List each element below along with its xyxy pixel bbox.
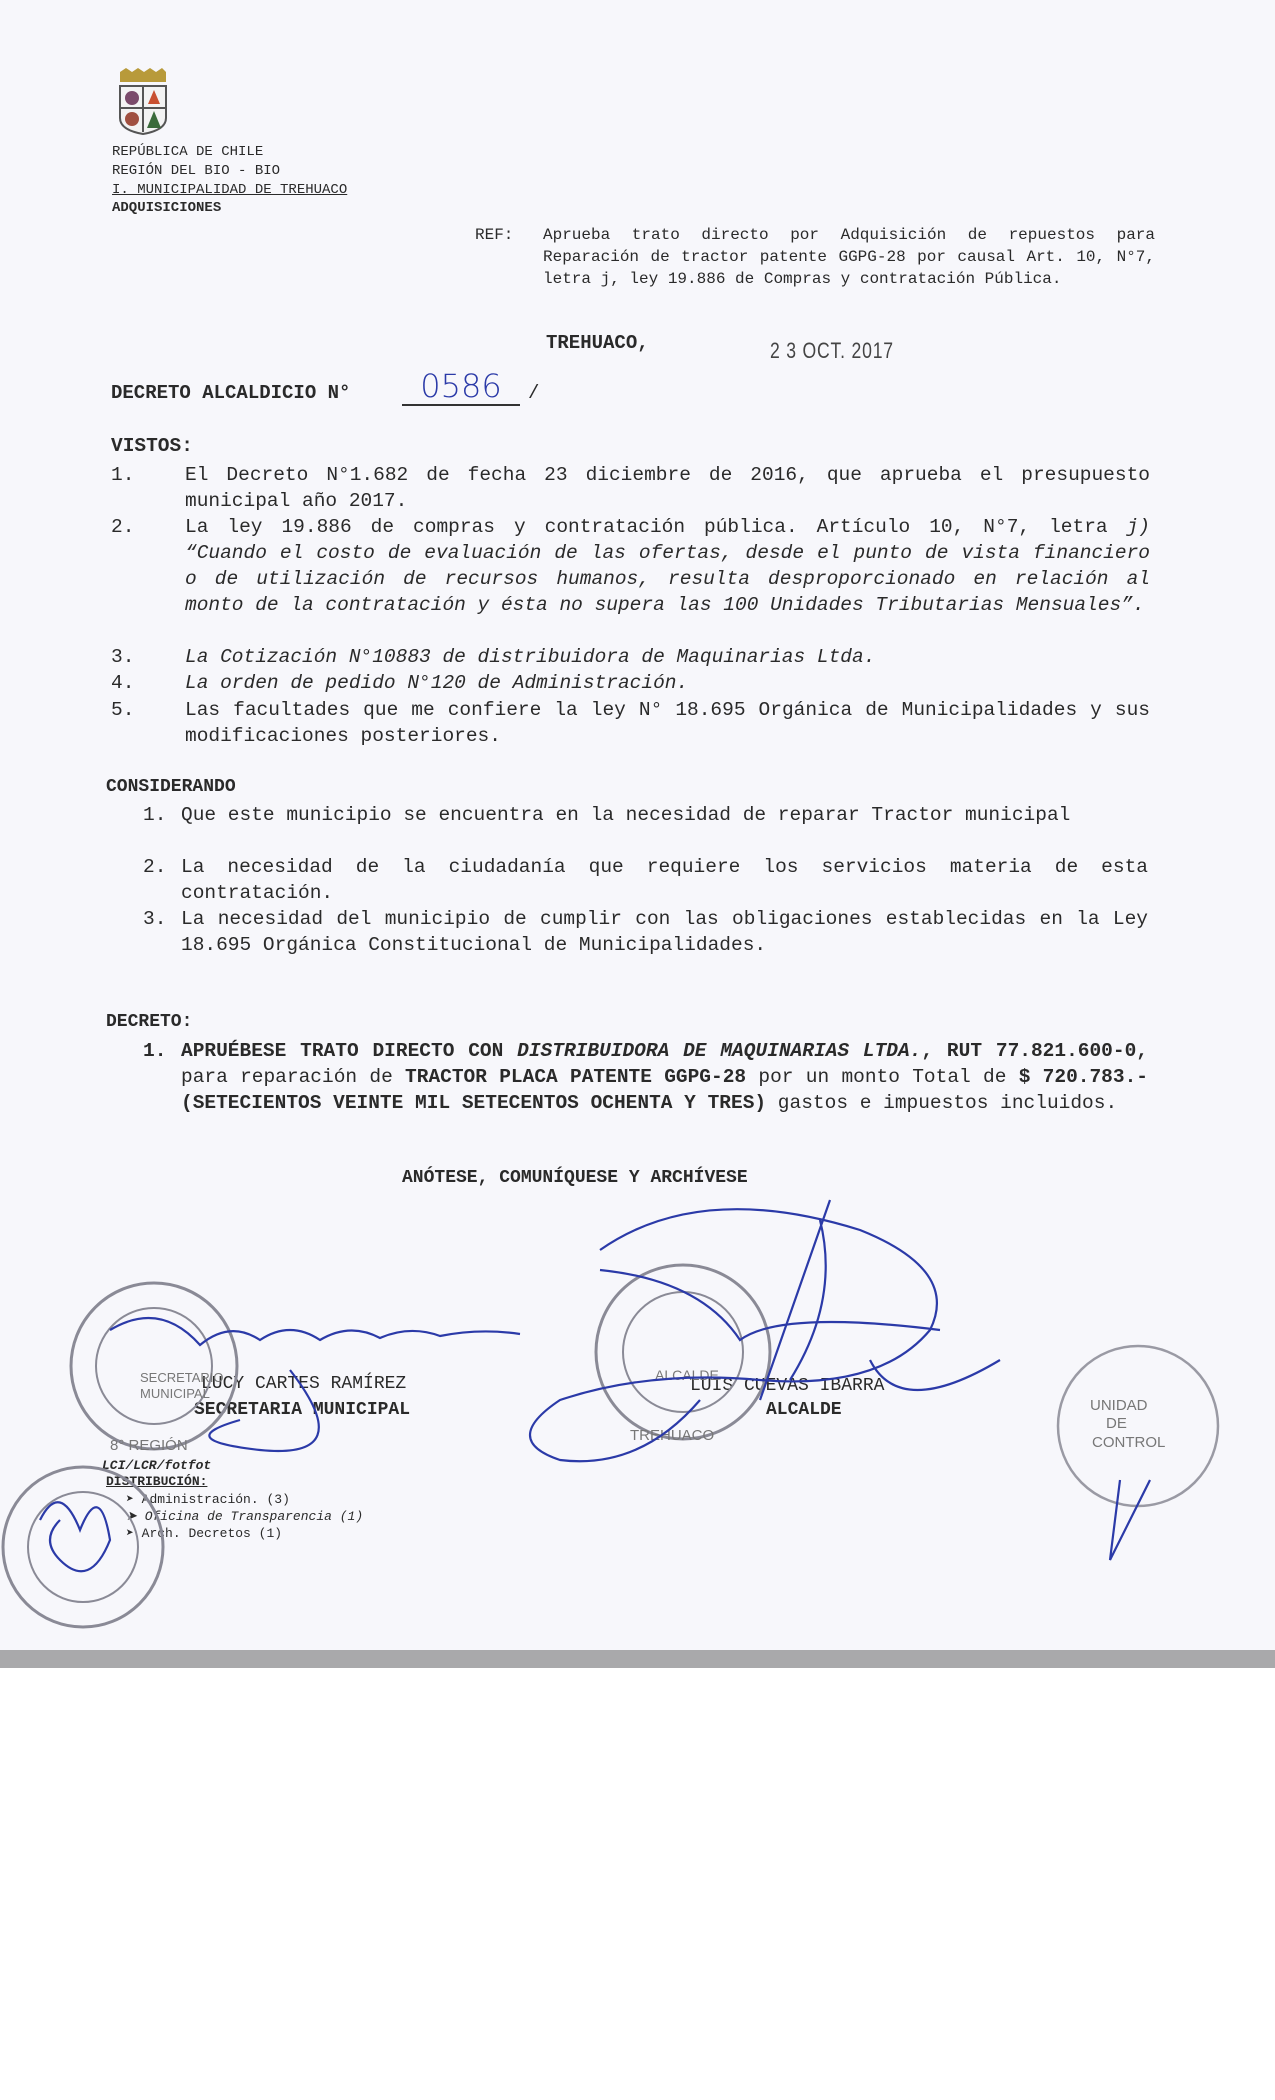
distribution-item	[126, 1492, 290, 1507]
considerando-num: 3.	[143, 908, 167, 930]
svg-text:DE: DE	[1106, 1415, 1127, 1432]
distribution-item-text: Arch. Decretos (1)	[141, 1526, 283, 1541]
scan-edge	[0, 1650, 1275, 1668]
vistos-item-text: La ley 19.886 de compras y contratación pública. Artículo 10, N°7, letra	[185, 516, 1108, 538]
considerando-item: Que este municipio se encuentra en la necesidad de reparar Tractor municipal	[181, 804, 1071, 826]
decreto-num: 1.	[143, 1040, 167, 1062]
vistos-num: 5.	[111, 699, 135, 721]
vistos-item	[185, 514, 1150, 618]
header-department: ADQUISICIONES	[112, 200, 222, 216]
vistos-title: VISTOS:	[111, 435, 193, 457]
decree-number-handwritten: 0586	[402, 368, 520, 406]
vistos-num: 4.	[111, 672, 135, 694]
vistos-item: El Decreto N°1.682 de fecha 23 diciembre de 2016, que aprueba el presupuesto municipal año 2017.	[185, 464, 1150, 512]
arrow-bullet-icon: ➤	[126, 1509, 145, 1524]
decreto-rut: , RUT 77.821.600-0,	[921, 1040, 1148, 1062]
considerando-item: La necesidad de la ciudadanía que requiere los servicios materia de esta contratación.	[181, 856, 1148, 904]
decree-label: DECRETO ALCALDICIO N°	[111, 382, 351, 404]
decreto-resolution	[181, 1038, 1148, 1116]
secretary-role: SECRETARIA MUNICIPAL	[194, 1400, 411, 1420]
ref-label: REF:	[475, 226, 514, 244]
decree-slash: /	[528, 382, 540, 404]
distribution-item	[126, 1526, 282, 1541]
svg-text:ALCALDE: ALCALDE	[655, 1367, 719, 1383]
date-stamp: 2 3 OCT. 2017	[770, 338, 894, 363]
vistos-item: La Cotización N°10883 de distribuidora de Maquinarias Ltda.	[185, 646, 876, 668]
header-municipality: I. MUNICIPALIDAD DE TREHUACO	[112, 182, 348, 198]
distribution-item-text: Oficina de Transparencia (1)	[144, 1509, 364, 1524]
closing-formula: ANÓTESE, COMUNÍQUESE Y ARCHÍVESE	[402, 1168, 748, 1188]
vistos-item: La orden de pedido N°120 de Administración.	[185, 672, 689, 694]
arrow-bullet-icon: ➤	[126, 1492, 142, 1507]
header-region: REGIÓN DEL BIO - BIO	[112, 163, 281, 179]
vistos-item-quote: j) “Cuando el costo de evaluación de las ofertas, desde el punto de vista financiero o de utilización de recursos humanos, resulta desproporcionado en relación al monto de la contratación y ésta no supera las 100 Unidades Tributarias Mensuales”.	[185, 516, 1150, 616]
decreto-supplier: DISTRIBUIDORA DE MAQUINARIAS LTDA.	[517, 1040, 922, 1062]
decreto-amount: $ 720.783.- (SETECIENTOS VEINTE MIL SETECENTOS OCHENTA Y TRES)	[181, 1066, 1148, 1114]
decreto-text: por un monto Total de	[746, 1066, 1019, 1088]
svg-text:8° REGIÓN: 8° REGIÓN	[110, 1437, 188, 1454]
svg-text:MUNICIPAL: MUNICIPAL	[140, 1386, 210, 1401]
mayor-role: ALCALDE	[766, 1400, 842, 1420]
decreto-vehicle: TRACTOR PLACA PATENTE GGPG-28	[405, 1066, 747, 1088]
distribution-item-text: Administración. (3)	[141, 1492, 290, 1507]
decreto-text: para reparación de	[181, 1066, 406, 1088]
vistos-item: Las facultades que me confiere la ley N° 18.695 Orgánica de Municipalidades y sus modificaciones posteriores.	[185, 699, 1150, 747]
distribution-item	[126, 1509, 363, 1524]
decreto-text: gastos e impuestos incluidos.	[766, 1092, 1118, 1114]
ref-text: Aprueba trato directo por Adquisición de repuestos para Reparación de tractor patente GGPG-28 por causal Art. 10, N°7, letra j, ley 19.886 de Compras y contratación Pública.	[543, 226, 1155, 288]
vistos-num: 2.	[111, 516, 135, 538]
arrow-bullet-icon: ➤	[126, 1526, 142, 1541]
initials: LCI/LCR/fotfot	[102, 1458, 212, 1473]
svg-text:CONTROL: CONTROL	[1092, 1434, 1166, 1451]
mayor-name: LUIS CUEVAS IBARRA	[690, 1376, 885, 1396]
decreto-title: DECRETO:	[106, 1012, 193, 1032]
considerando-title: CONSIDERANDO	[106, 777, 236, 797]
secretary-name: LUCY CARTES RAMÍREZ	[201, 1374, 407, 1394]
place: TREHUACO,	[546, 332, 649, 354]
considerando-num: 2.	[143, 856, 167, 878]
decreto-text: APRUÉBESE TRATO DIRECTO CON	[181, 1040, 518, 1062]
distribution-title: DISTRIBUCIÓN:	[106, 1474, 208, 1489]
header-country: REPÚBLICA DE CHILE	[112, 144, 264, 160]
reference-block	[475, 224, 1155, 290]
vistos-num: 3.	[111, 646, 135, 668]
considerando-item: La necesidad del municipio de cumplir con las obligaciones establecidas en la Ley 18.695 Orgánica Constitucional de Municipalidades.	[181, 908, 1148, 956]
municipal-coat-of-arms-logo	[114, 68, 172, 136]
svg-text:TREHUACO: TREHUACO	[630, 1427, 715, 1444]
svg-text:SECRETARIO: SECRETARIO	[140, 1370, 224, 1385]
considerando-num: 1.	[143, 804, 167, 826]
vistos-num: 1.	[111, 464, 135, 486]
svg-text:UNIDAD: UNIDAD	[1090, 1397, 1148, 1414]
